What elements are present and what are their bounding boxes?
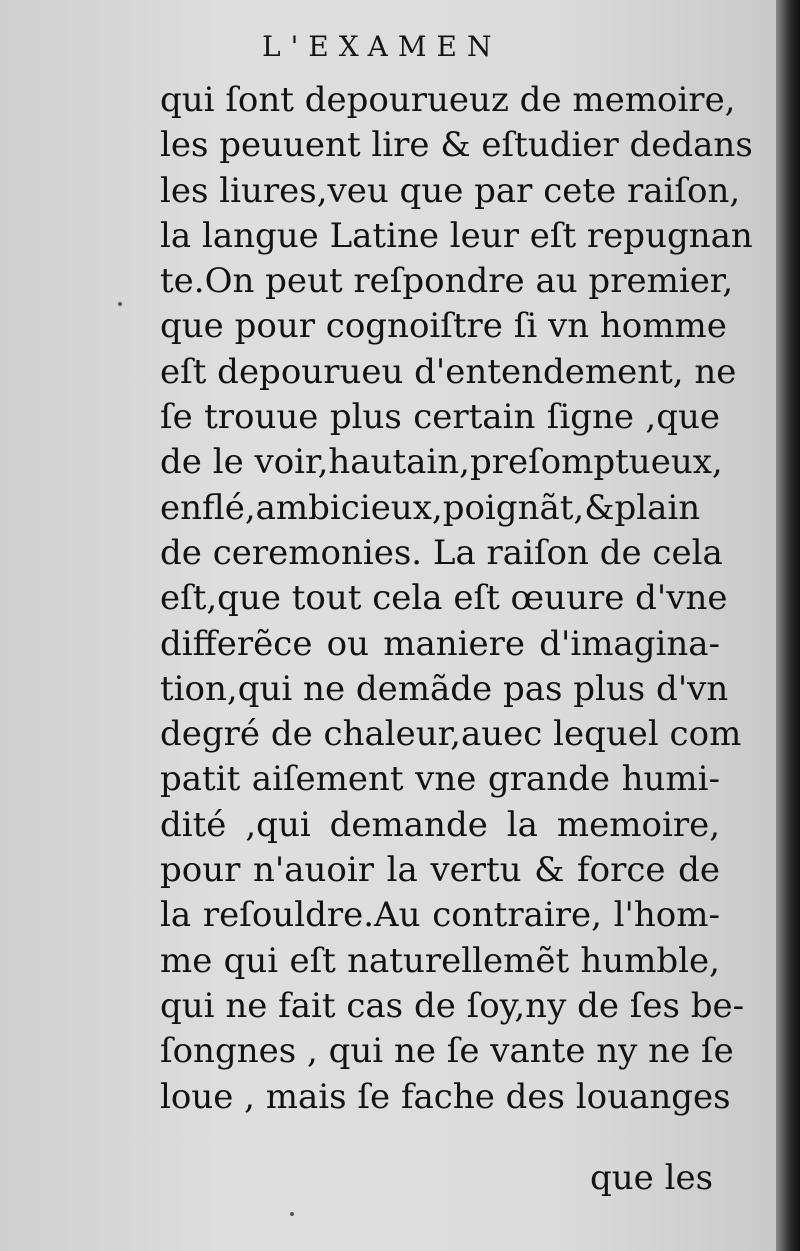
text-line: qui ſont depourueuz de memoire,	[160, 80, 736, 120]
text-line: degré de chaleur,auec lequel com	[160, 714, 742, 755]
text-line: que pour cognoiſtre ſi vn homme	[160, 306, 727, 347]
text-line: me qui eſt naturellemẽt humble,	[160, 940, 720, 981]
text-line: loue , mais ſe fache des louanges	[160, 1076, 731, 1117]
text-line: la reſouldre.Au contraire, l'hom-	[160, 895, 720, 936]
page-gutter-shadow	[776, 0, 800, 1251]
text-line: tion,qui ne demãde pas plus d'vn	[160, 668, 729, 709]
text-line: de le voir,hautain,preſomptueux,	[160, 442, 723, 483]
text-line: qui ne fait cas de ſoy,ny de ſes be-	[160, 985, 745, 1026]
text-line: pour n'auoir la vertu & force de	[160, 850, 720, 891]
running-head: L'EXAMEN	[262, 30, 502, 63]
text-line: differẽce ou maniere d'imagina-	[160, 623, 720, 664]
text-line: les peuuent lire & eſtudier dedans	[160, 125, 753, 166]
ink-speck	[118, 302, 122, 306]
text-line: ſongnes , qui ne ſe vante ny ne ſe	[160, 1031, 734, 1072]
ink-speck	[290, 1212, 294, 1216]
text-line: eſt depourueu d'entendement, ne	[160, 351, 737, 392]
text-line: dité ,qui demande la memoire,	[160, 804, 720, 845]
text-line: te.On peut reſpondre au premier,	[160, 261, 734, 302]
text-line: ſe trouue plus certain ſigne ,que	[160, 397, 720, 438]
text-line: de ceremonies. La raiſon de cela	[160, 532, 723, 573]
text-line: patit aiſement vne grande humi-	[160, 759, 720, 800]
text-line: enflé,ambicieux,poignãt,&plain	[160, 487, 701, 528]
catchword: que les	[590, 1158, 714, 1198]
text-line: eſt,que tout cela eſt œuure d'vne	[160, 578, 728, 619]
body-text	[160, 78, 753, 1120]
text-line: les liures,veu que par cete raiſon,	[160, 170, 741, 211]
text-line: la langue Latine leur eſt repugnan	[160, 215, 753, 256]
